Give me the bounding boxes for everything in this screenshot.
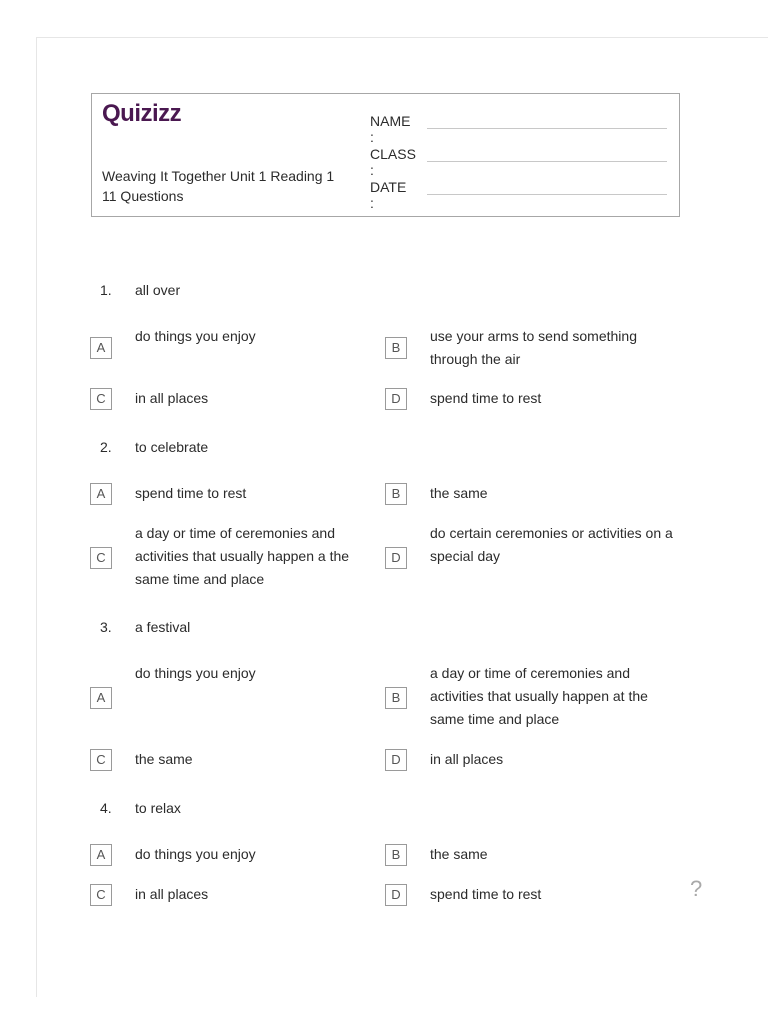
name-line — [427, 128, 667, 129]
question-number: 3. — [100, 619, 112, 635]
option-text: in all places — [135, 390, 209, 406]
option-text: in all places — [135, 886, 209, 902]
help-icon[interactable]: ? — [690, 876, 703, 901]
option-letter-box: C — [90, 388, 112, 410]
option-text: a day or time of ceremonies and activities that usually happen a the same time and place — [135, 525, 350, 587]
option-text: do things you enjoy — [135, 328, 256, 344]
option-letter-box: C — [90, 749, 112, 771]
option-text: in all places — [430, 751, 504, 767]
option-letter-box: C — [90, 884, 112, 906]
option-letter-box: B — [385, 687, 407, 709]
option-text: do certain ceremonies or activities on a special day — [430, 525, 673, 564]
option-text: do things you enjoy — [135, 846, 256, 862]
name-label: NAME : — [370, 113, 411, 145]
quiz-title: Weaving It Together Unit 1 Reading 1 — [102, 168, 335, 184]
option-letter-box: B — [385, 483, 407, 505]
option-text: spend time to rest — [430, 390, 542, 406]
date-line — [427, 194, 667, 195]
option-letter-box: B — [385, 337, 407, 359]
option-text: the same — [135, 751, 193, 767]
date-label: DATE : — [370, 179, 407, 211]
class-label: CLASS : — [370, 146, 416, 178]
option-text: the same — [430, 485, 488, 501]
option-letter-box: B — [385, 844, 407, 866]
option-letter-box: C — [90, 547, 112, 569]
question-count: 11 Questions — [102, 188, 184, 204]
option-text: spend time to rest — [430, 886, 542, 902]
option-letter-box: A — [90, 337, 112, 359]
option-letter-box: A — [90, 844, 112, 866]
class-line — [427, 161, 667, 162]
worksheet-header — [91, 93, 680, 217]
question-prompt: all over — [135, 282, 181, 298]
option-text: use your arms to send something through the air — [430, 328, 637, 367]
option-letter-box: D — [385, 749, 407, 771]
question-prompt: a festival — [135, 619, 191, 635]
quizizz-logo: Quizizz — [102, 100, 182, 127]
option-text: a day or time of ceremonies and activities that usually happen at the same time and place — [430, 665, 648, 727]
option-text: the same — [430, 846, 488, 862]
option-text: do things you enjoy — [135, 665, 256, 681]
option-letter-box: A — [90, 483, 112, 505]
question-prompt: to relax — [135, 800, 181, 816]
question-number: 4. — [100, 800, 112, 816]
question-number: 1. — [100, 282, 112, 298]
question-prompt: to celebrate — [135, 439, 209, 455]
option-letter-box: D — [385, 388, 407, 410]
option-letter-box: D — [385, 884, 407, 906]
option-letter-box: D — [385, 547, 407, 569]
option-text: spend time to rest — [135, 485, 247, 501]
option-letter-box: A — [90, 687, 112, 709]
question-number: 2. — [100, 439, 112, 455]
